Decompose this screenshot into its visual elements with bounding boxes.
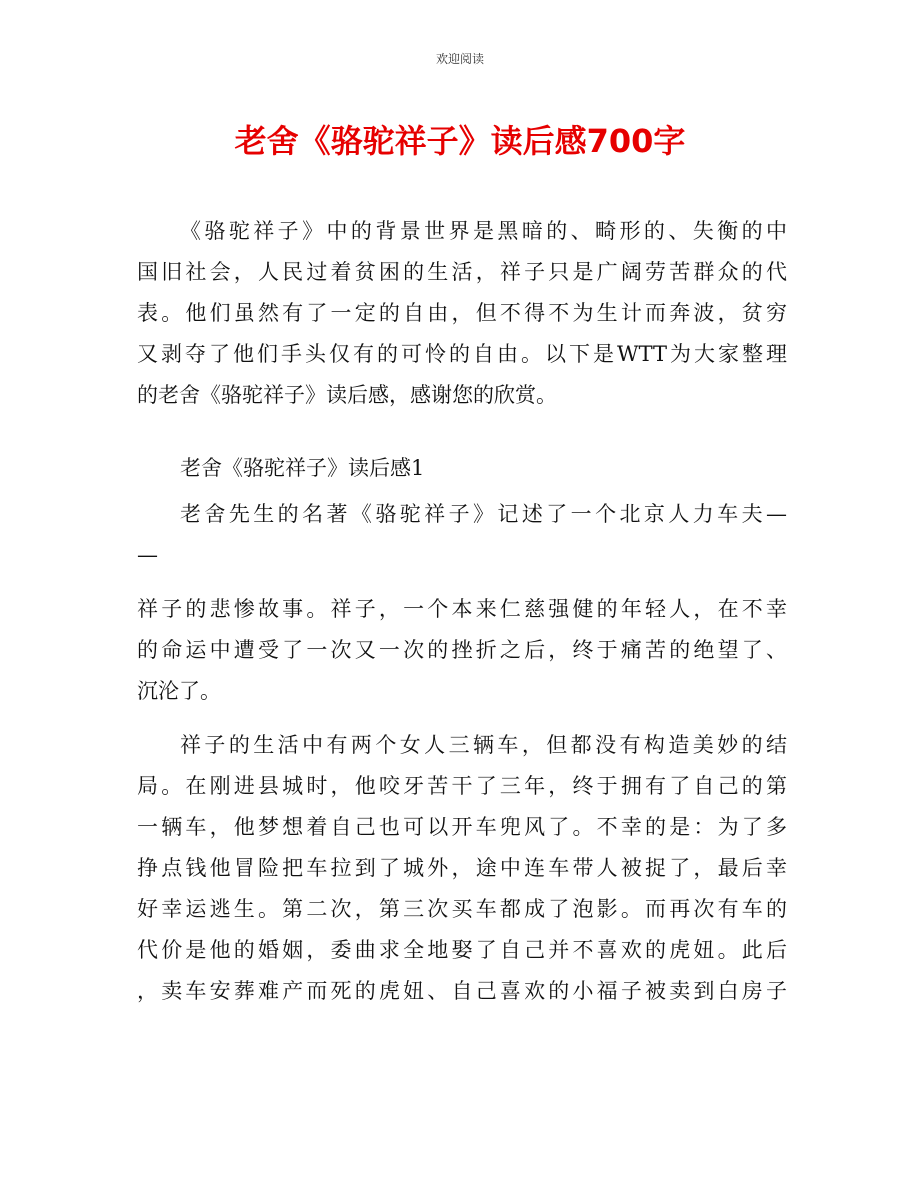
body-line: 祥子的悲惨故事。祥子，一个本来仁慈强健的年轻人，在不幸 — [137, 597, 787, 621]
body-line: 又剥夺了他们手头仅有的可怜的自由。以下是WTT为大家整理 — [137, 342, 787, 366]
body-line: 的老舍《骆驼祥子》读后感，感谢您的欣赏。 — [137, 383, 557, 407]
body-line: 代价是他的婚姻，委曲求全地娶了自己并不喜欢的虎妞。此后 — [137, 938, 787, 962]
body-line: ，卖车安葬难产而死的虎妞、自己喜欢的小福子被卖到白房子 — [137, 979, 787, 1003]
body-line: — — [137, 543, 158, 567]
body-line: 挣点钱他冒险把车拉到了城外，途中连车带人被捉了，最后幸 — [137, 856, 787, 880]
body-line: 局。在刚进县城时，他咬牙苦干了三年，终于拥有了自己的第 — [137, 774, 787, 798]
body-line: 表。他们虽然有了一定的自由，但不得不为生计而奔波，贫穷 — [137, 301, 787, 325]
body-line: 的命运中遭受了一次又一次的挫折之后，终于痛苦的绝望了、 — [137, 638, 787, 662]
body-line: 国旧社会，人民过着贫困的生活，祥子只是广阔劳苦群众的代 — [137, 260, 787, 284]
body-line: 沉沦了。 — [137, 679, 221, 703]
body-line: 《骆驼祥子》中的背景世界是黑暗的、畸形的、失衡的中 — [180, 219, 787, 243]
body-line: 好幸运逃生。第二次，第三次买车都成了泡影。而再次有车的 — [137, 897, 787, 921]
document-title: 老舍《骆驼祥子》读后感700字 — [234, 122, 686, 160]
body-line: 老舍先生的名著《骆驼祥子》记述了一个北京人力车夫— — [180, 502, 787, 526]
body-line: 一辆车，他梦想着自己也可以开车兜风了。不幸的是：为了多 — [137, 815, 787, 839]
page-header: 欢迎阅读 — [435, 52, 484, 66]
body-line: 祥子的生活中有两个女人三辆车，但都没有构造美妙的结 — [180, 733, 787, 757]
section-heading: 老舍《骆驼祥子》读后感1 — [180, 456, 425, 480]
